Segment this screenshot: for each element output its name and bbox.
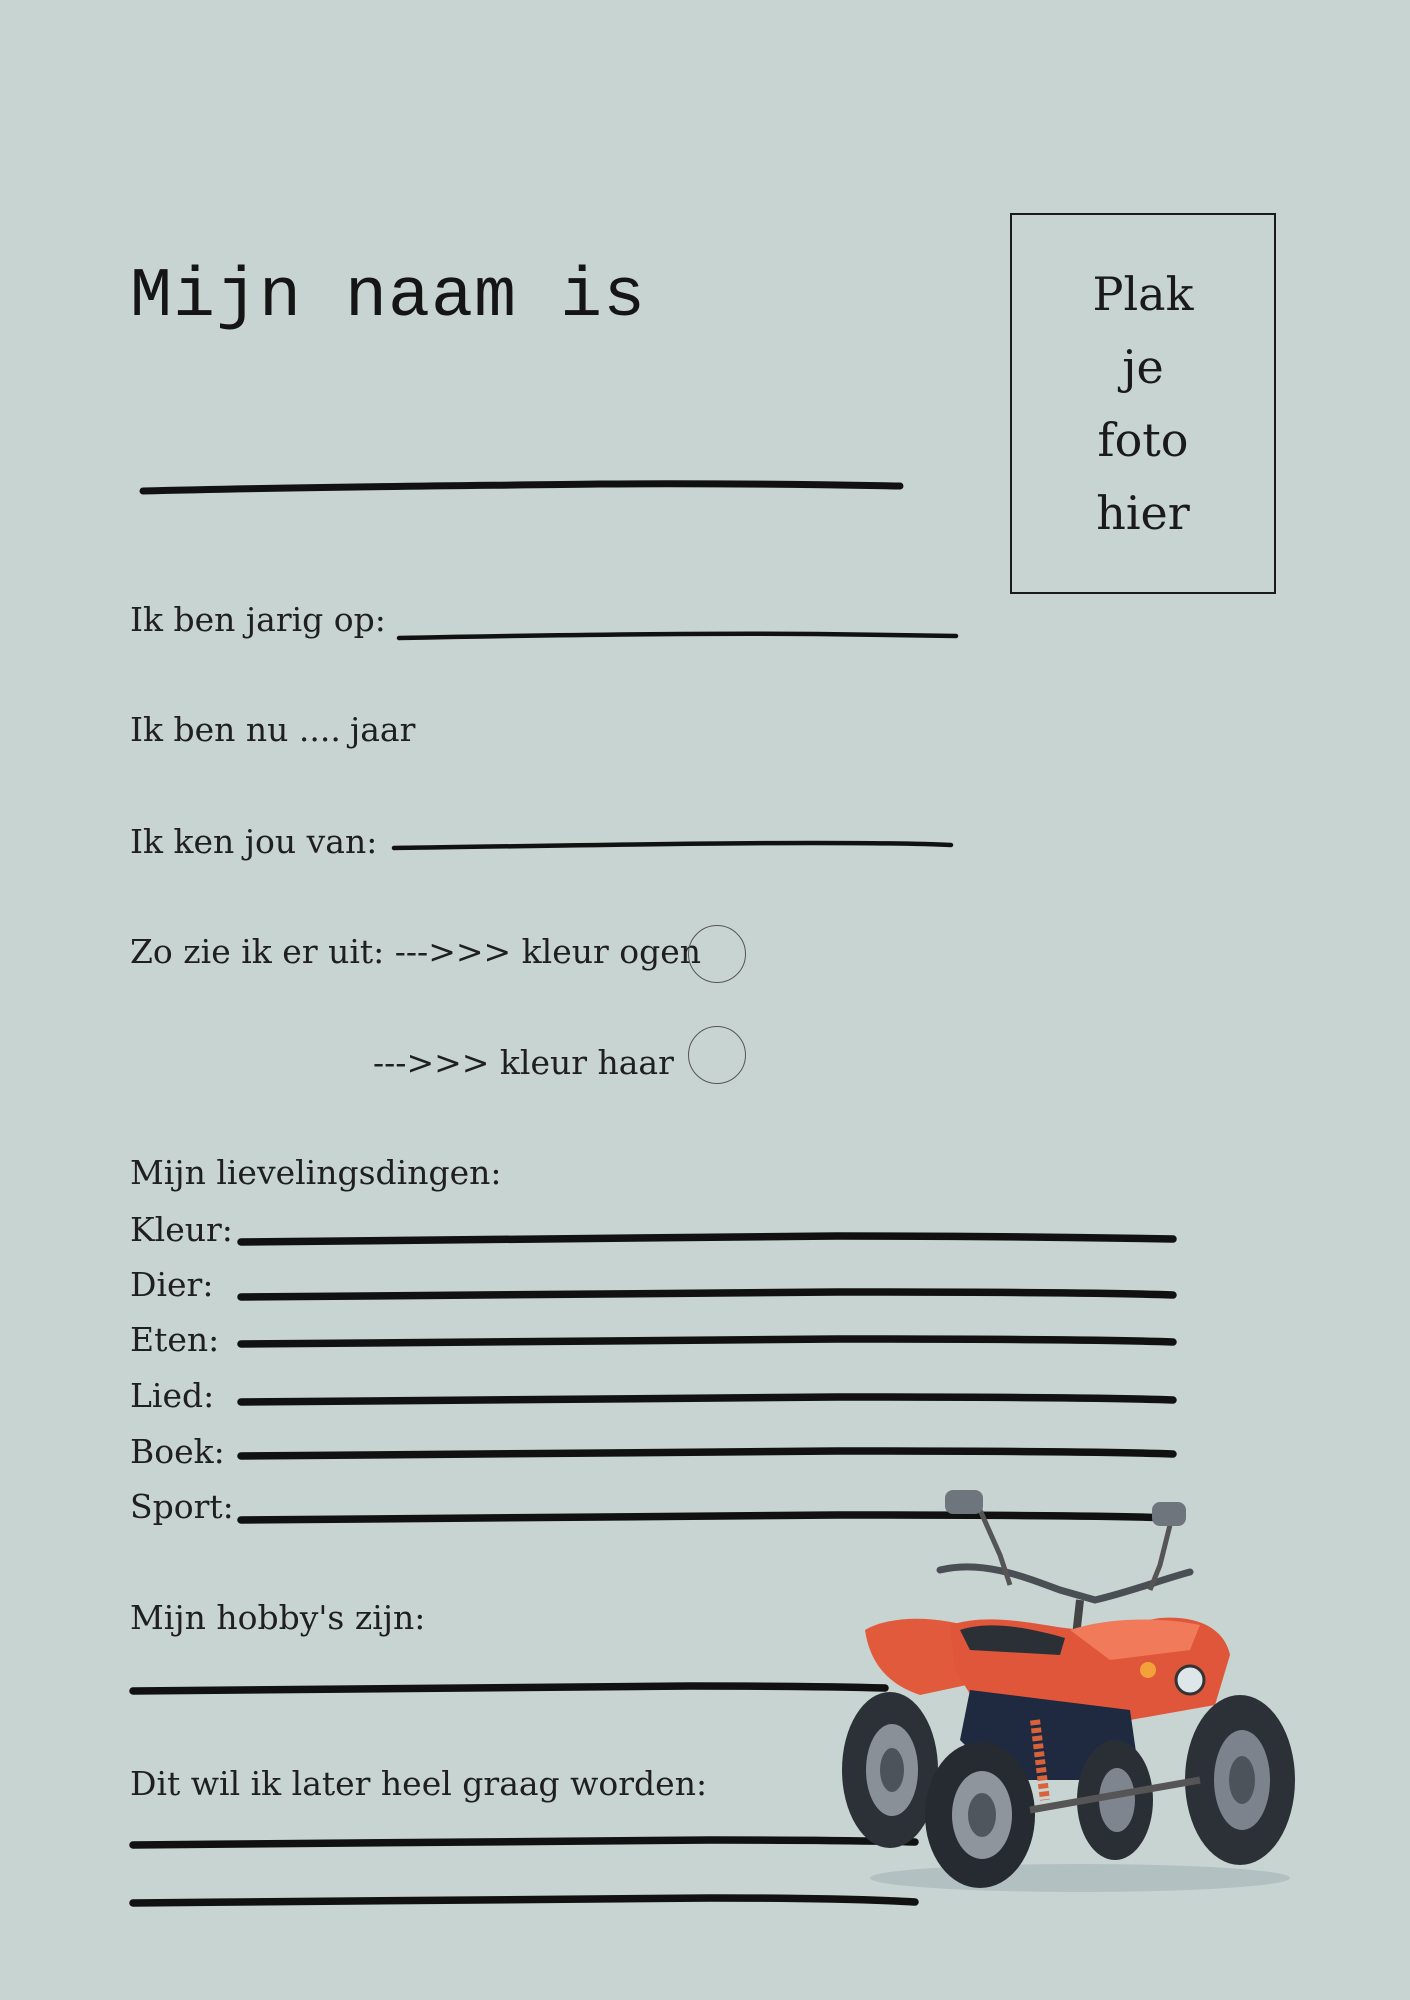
favorite-item-line[interactable] bbox=[238, 1332, 1178, 1352]
quad-bike-illustration bbox=[830, 1480, 1310, 1900]
hobbies-line[interactable] bbox=[130, 1680, 890, 1700]
indicator-light bbox=[1140, 1662, 1156, 1678]
favorite-item-label: Kleur: bbox=[130, 1210, 233, 1249]
wheel-rear-left bbox=[842, 1692, 938, 1848]
photo-box-line: je bbox=[1122, 339, 1164, 394]
photo-box-line: hier bbox=[1096, 485, 1190, 540]
favorite-item-line[interactable] bbox=[238, 1230, 1178, 1250]
quad-shadow bbox=[870, 1864, 1290, 1892]
photo-box-line: Plak bbox=[1092, 266, 1194, 321]
know-you-from-line[interactable] bbox=[391, 838, 957, 854]
mirror-right bbox=[1152, 1502, 1186, 1526]
future-label: Dit wil ik later heel graag worden: bbox=[130, 1764, 708, 1803]
know-you-from-label: Ik ken jou van: bbox=[130, 822, 378, 861]
page-title: Mijn naam is bbox=[130, 258, 647, 337]
favorite-item-line[interactable] bbox=[238, 1390, 1178, 1410]
favorite-item-line[interactable] bbox=[238, 1444, 1178, 1464]
name-line[interactable] bbox=[140, 478, 910, 502]
birthday-line[interactable] bbox=[396, 628, 962, 644]
mirror-left bbox=[945, 1490, 983, 1514]
eye-color-circle[interactable] bbox=[688, 925, 746, 983]
hair-color-circle[interactable] bbox=[688, 1026, 746, 1084]
wheel-front-right bbox=[1185, 1695, 1295, 1865]
future-line[interactable] bbox=[130, 1834, 920, 1854]
photo-box-line: foto bbox=[1097, 412, 1189, 467]
favorite-item-label: Boek: bbox=[130, 1432, 225, 1471]
wheel-front-left bbox=[925, 1742, 1035, 1888]
mirror-stem-left bbox=[980, 1510, 1010, 1585]
future-line[interactable] bbox=[130, 1892, 920, 1912]
headlight bbox=[1176, 1666, 1204, 1694]
hair-color-label: --->>> kleur haar bbox=[373, 1043, 674, 1082]
eye-color-label: Zo zie ik er uit: --->>> kleur ogen bbox=[130, 932, 702, 971]
favorite-item-label: Eten: bbox=[130, 1320, 220, 1359]
favorite-item-label: Sport: bbox=[130, 1487, 234, 1526]
favorite-item-line[interactable] bbox=[238, 1286, 1178, 1306]
age-unit: jaar bbox=[350, 710, 416, 749]
favorite-item-label: Dier: bbox=[130, 1265, 214, 1304]
birthday-label: Ik ben jarig op: bbox=[130, 600, 386, 639]
favorites-heading: Mijn lievelingsdingen: bbox=[130, 1153, 502, 1192]
photo-box bbox=[1010, 213, 1276, 594]
favorite-item-label: Lied: bbox=[130, 1376, 215, 1415]
age-label: Ik ben nu .... bbox=[130, 710, 341, 749]
hobbies-label: Mijn hobby's zijn: bbox=[130, 1598, 426, 1637]
